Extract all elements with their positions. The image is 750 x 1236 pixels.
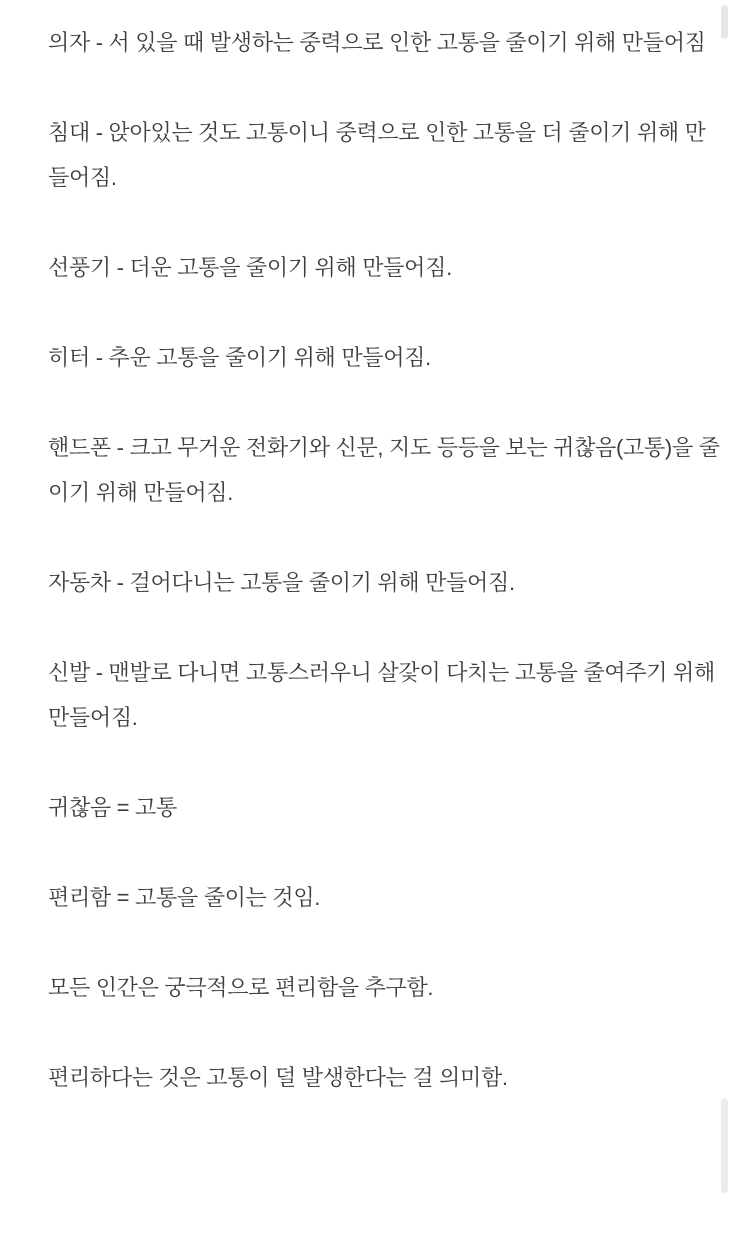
paragraph: 선풍기 - 더운 고통을 줄이기 위해 만들어짐. (48, 255, 452, 280)
paragraph: 핸드폰 - 크고 무거운 전화기와 신문, 지도 등등을 보는 귀찮음(고통)을 줄 이기 위해 만들어짐. (48, 435, 720, 505)
paragraph: 편리하다는 것은 고통이 덜 발생한다는 걸 의미함. (48, 1065, 508, 1090)
paragraph: 모든 인간은 궁극적으로 편리함을 추구함. (48, 975, 434, 1000)
paragraph: 신발 - 맨발로 다니면 고통스러우니 살갗이 다치는 고통을 줄여주기 위해 만들어짐. (48, 660, 715, 730)
paragraph: 의자 - 서 있을 때 발생하는 중력으로 인한 고통을 줄이기 위해 만들어짐 (48, 30, 706, 55)
paragraph: 귀찮음 = 고통 (48, 795, 177, 820)
paragraph: 편리함 = 고통을 줄이는 것임. (48, 885, 321, 910)
paragraph: 히터 - 추운 고통을 줄이기 위해 만들어짐. (48, 345, 431, 370)
paragraph: 침대 - 앉아있는 것도 고통이니 중력으로 인한 고통을 더 줄이기 위해 만 들어짐. (48, 120, 706, 190)
scrollbar-thumb-bottom[interactable] (721, 1098, 728, 1193)
paragraph: 자동차 - 걸어다니는 고통을 줄이기 위해 만들어짐. (48, 570, 515, 595)
scrollbar-thumb-top[interactable] (721, 5, 728, 39)
